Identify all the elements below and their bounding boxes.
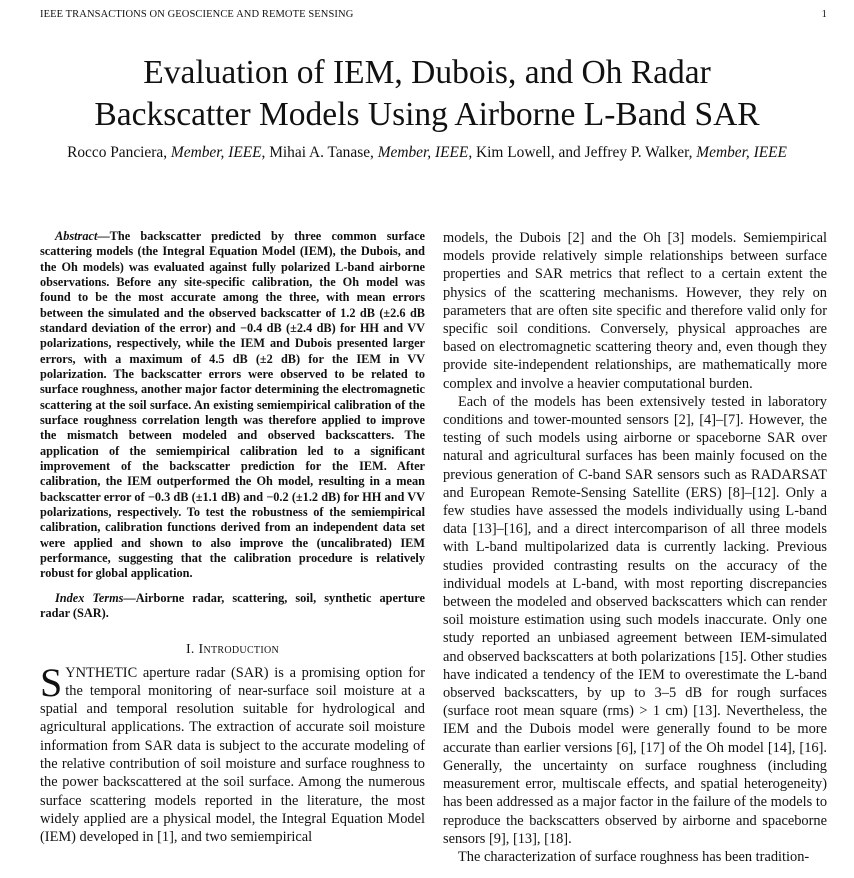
abstract-text: —The backscatter predicted by three common surface scattering models (the Integral Equation Model (IEM), the Dubois, and the Oh models) was evaluated against fully polarized L-band airborne observations. Before any site-specific calibration, the Oh model was found to be the most accurate among the three, with mean errors between the simulated and the observed backscatter of 1.2 dB (±2.6 dB standard deviation of the error) and −0.4 dB (±2.4 dB) for HH and VV polarizations, respectively, while the IEM and Dubois presented larger errors, with a maximum of 4.5 dB (±2 dB) for the IEM in VV polarization. The backscatter errors were observed to be related to surface roughness, another major factor determining the electromagnetic scattering at the soil surface. An existing semiempirical calibration of the surface roughness correlation length was therefore applied to improve the mismatch between modeled and observed backscatters. The application of the semiempirical calibration led to a significant improvement of the backscatter prediction for the IEM. After calibration, the IEM outperformed the Oh model, resulting in a mean backscatter error of −0.3 dB (±1.1 dB) and −0.2 (±1.2 dB) for HH and VV polarizations, respectively. To test the robustness of the semiempirical calibration, calibration functions derived from an independent data set were applied and shown to also improve the (uncalibrated) IEM performance, suggesting that the calibration procedure is relatively robust for global application. <box>40 229 425 581</box>
author-3-4: , Kim Lowell, and Jeffrey P. Walker, <box>468 144 697 161</box>
right-column <box>443 229 827 866</box>
journal-name: IEEE TRANSACTIONS ON GEOSCIENCE AND REMOTE SENSING <box>40 9 354 20</box>
author-4-role: Member, IEEE <box>696 144 787 161</box>
page-number: 1 <box>821 9 827 20</box>
section-heading-introduction <box>40 642 425 658</box>
author-2: , Mihai A. Tanase, <box>261 144 378 161</box>
left-column <box>40 229 425 847</box>
section-title: Introduction <box>198 641 280 657</box>
intro-paragraph-2: Each of the models has been extensively tested in laboratory conditions and tower-mounted sensors [2], [4]–[7]. However, the testing of such models using airborne or spaceborne SAR over natural and agricultural surfaces has been mainly focused on the previous generation of C-band SAR sensors such as RADARSAT and European Remote-Sensing Satellite (ERS) [8]–[12]. Only a few studies have assessed the models individually using L-band data [13]–[16], and a direct intercomparison of all three models with L-band multipolarized data is currently lacking. Previous studies provided contrasting results on the accuracy of the individual models at L-band, with most reporting discrepancies between the modeled and observed backscatters which can render soil moisture estimation using such models inaccurate. Only one study reported an unbiased agreement between IEM-simulated and observed backscatters at both polarizations [15]. Other studies have indicated a tendency of the IEM to overestimate the L-band observed backscatters, by up to 3–5 dB for rough surfaces (surface root mean square (rms) > 1 cm) [13]. Nevertheless, the IEM and the Dubois model were generally found to be more accurate than earlier versions [6], [17] of the Oh model [14], [16]. Generally, the uncertainty on surface roughness (including measurement error, multiscale effects, and spatial heterogeneity) has been addressed as a major factor in the failure of the models to reproduce the backscatters observed by airborne and spaceborne sensors [9], [13], [18]. <box>443 393 828 847</box>
index-terms-lead: Index Terms <box>55 590 124 605</box>
title-line-1: Evaluation of IEM, Dubois, and Oh Radar <box>143 54 711 91</box>
author-2-role: Member, IEEE <box>377 144 469 161</box>
running-header <box>40 9 827 23</box>
title-line-2: Backscatter Models Using Airborne L-Band SAR <box>94 96 760 133</box>
intro-paragraph-1-text: aperture radar (SAR) is a promising option for the temporal monitoring of near-surface soil moisture at a spatial and temporal resolution suitable for hydrological and agricultural applications. The extraction of accurate soil moisture information from SAR data is subject to the accurate modeling of the relative contribution of soil moisture and surface roughness to the power backscattered at the soil surface. Among the numerous surface scattering models reported in the literature, the most widely applied are a physical model, the Integral Equation Model (IEM) developed in [1], and two semiempirical <box>40 664 425 846</box>
index-terms <box>40 591 425 622</box>
author-list <box>20 144 834 162</box>
author-1-role: Member, IEEE <box>170 144 262 161</box>
author-1: Rocco Panciera, <box>67 144 171 161</box>
intro-paragraph-3: The characterization of surface roughness has been tradition- <box>458 848 810 865</box>
intro-paragraph-1-continued: models, the Dubois [2] and the Oh [3] models. Semiempirical models provide relatively simple relationships between surface properties and SAR metrics that reflect to a certain extent the physics of the scattering mechanisms. However, they rely on parameters that are often site specific and therefore valid only for specific soil conditions. Conversely, physical approaches are based on electromagnetic scattering theory and, even though they provide site-independent relationships, are mathematically more complex and involve a heavier computational burden. <box>443 230 827 392</box>
abstract <box>40 229 425 582</box>
abstract-lead: Abstract <box>55 229 98 243</box>
intro-first-word: YNTHETIC <box>65 664 138 681</box>
section-number: I. <box>185 641 199 657</box>
intro-paragraph-1 <box>40 659 425 847</box>
paper-title <box>20 52 834 136</box>
index-terms-text: —Airborne radar, scattering, soil, synthetic aperture radar (SAR). <box>40 590 425 621</box>
drop-cap: S <box>40 659 63 705</box>
